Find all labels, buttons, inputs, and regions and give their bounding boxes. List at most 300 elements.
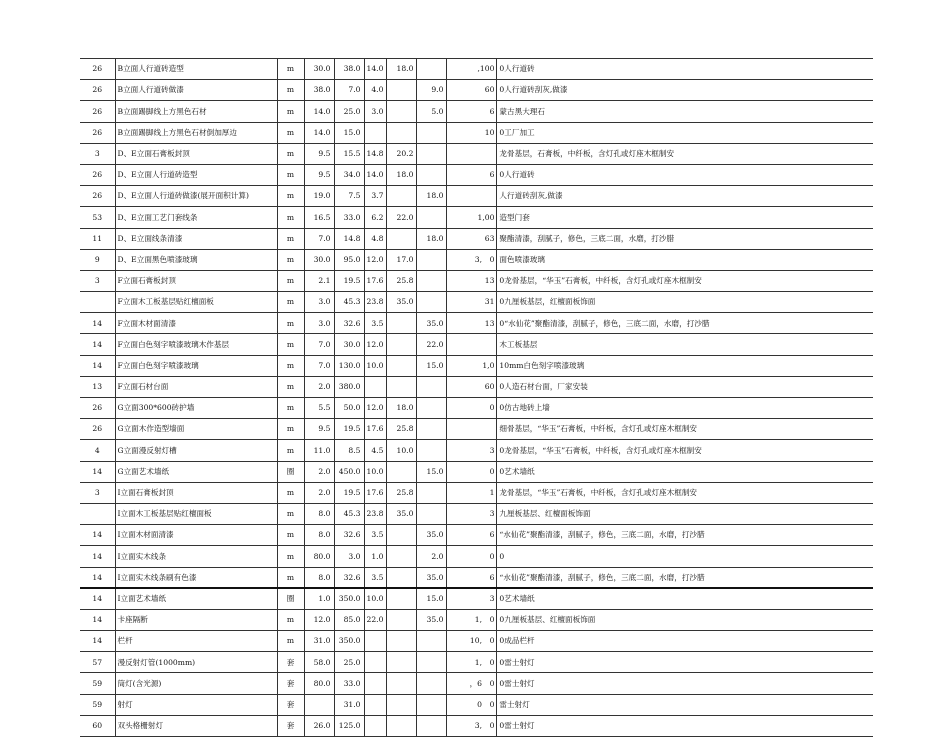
table-cell: 0 0 [447,694,497,715]
table-cell: 3.0 [304,313,334,334]
table-cell: m [277,228,304,249]
table-cell: 3.0 [364,101,387,122]
table-cell: 套 [277,652,304,673]
table-cell: 26 [80,419,115,440]
table-cell [387,631,417,652]
table-cell [387,652,417,673]
table-cell: 8.0 [304,567,334,588]
table-row [80,292,873,313]
table-cell: 25.0 [334,101,364,122]
table-row [80,482,873,503]
table-cell: G立面木作造型墙面 [115,419,277,440]
table-cell: 0 [447,546,497,567]
table-cell: 25.8 [387,419,417,440]
table-cell: 32.6 [334,313,364,334]
table-cell: 17.6 [364,482,387,503]
table-cell: m [277,164,304,185]
table-cell: 13 [80,376,115,397]
table-cell: G立面漫反射灯槽 [115,440,277,461]
table-cell: 圈 [277,588,304,609]
table-cell: 85.0 [334,609,364,630]
table-cell: 35.0 [417,609,447,630]
table-cell: D、E立面工艺门套线条 [115,207,277,228]
table-cell: 0九厘板基层、红檀面板饰面 [497,609,873,630]
table-row [80,567,873,588]
table-cell: 13 [447,313,497,334]
table-cell [417,631,447,652]
table-cell: 26 [80,398,115,419]
table-row [80,228,873,249]
table-row [80,588,873,609]
table-cell: m [277,631,304,652]
table-cell: m [277,546,304,567]
table-cell: 32.6 [334,525,364,546]
table-cell: 圈 [277,461,304,482]
table-cell [387,334,417,355]
table-cell: 1,00 [447,207,497,228]
table-cell: 26 [80,164,115,185]
table-cell: B立面人行道砖造型 [115,59,277,80]
table-cell: 7.5 [334,186,364,207]
table-cell: 1 [447,482,497,503]
table-cell: 14 [80,546,115,567]
table-cell: D、E立面人行道砖做漆(展开面积计算) [115,186,277,207]
table-cell: 17.0 [387,249,417,270]
table-cell [417,164,447,185]
table-row [80,546,873,567]
table-cell: 8.5 [334,440,364,461]
table-cell: 35.0 [387,292,417,313]
table-cell [387,567,417,588]
table-cell: 19.0 [304,186,334,207]
table-cell: 33.0 [334,207,364,228]
table-cell: 0艺术墙纸 [497,588,873,609]
table-cell: I立面实木线条 [115,546,277,567]
table-cell: D、E立面黑色喷漆玻璃 [115,249,277,270]
table-row [80,673,873,694]
table-cell: 16.5 [304,207,334,228]
table-cell: 细骨基层，“华玉”石膏板，中纤板，含灯孔或灯座木框制安 [497,419,873,440]
table-cell [417,715,447,736]
table-cell: 31.0 [334,694,364,715]
table-cell: 10.0 [387,440,417,461]
table-cell: 30.0 [304,59,334,80]
table-cell: 8.0 [304,525,334,546]
table-cell: 0艺术墙纸 [497,461,873,482]
table-cell [364,694,387,715]
table-cell: 30.0 [334,334,364,355]
table-cell: 射灯 [115,694,277,715]
table-cell: 9.0 [417,80,447,101]
table-cell: 38.0 [304,80,334,101]
table-cell: m [277,376,304,397]
table-cell: m [277,440,304,461]
table-cell: 7.0 [304,355,334,376]
table-cell: 6 [447,567,497,588]
table-cell: 6 [447,101,497,122]
table-cell: 12.0 [364,398,387,419]
table-cell: 14.0 [304,122,334,143]
table-cell: 0人行道砖 [497,164,873,185]
table-cell [417,673,447,694]
table-cell [387,546,417,567]
table-cell: 80.0 [304,546,334,567]
table-cell: B立面人行道砖做漆 [115,80,277,101]
table-cell: 12.0 [364,249,387,270]
table-cell: 7.0 [304,334,334,355]
table-cell: G立面艺术墙纸 [115,461,277,482]
table-cell: 14 [80,334,115,355]
table-cell [417,652,447,673]
table-cell: m [277,609,304,630]
table-cell [417,122,447,143]
table-cell [417,503,447,524]
table-cell: 450.0 [334,461,364,482]
table-cell: G立面300*600砖护墙 [115,398,277,419]
table-cell: 10, 0 [447,631,497,652]
table-cell: 26.0 [304,715,334,736]
table-row [80,80,873,101]
table-cell: 23.8 [364,503,387,524]
quote-table [80,58,873,737]
table-cell: m [277,207,304,228]
table-cell: 35.0 [417,525,447,546]
table-row [80,186,873,207]
table-cell: 0龙骨基层，“华玉”石膏板，中纤板，含灯孔或灯座木框制安 [497,440,873,461]
table-cell: 0“水仙花”聚酯清漆，刮腻子，修色，三底二面，水磨，打沙腊 [497,313,873,334]
table-cell: 3.0 [304,292,334,313]
table-cell: 栏杆 [115,631,277,652]
table-cell: F立面白色刻字喷漆玻璃木作基层 [115,334,277,355]
table-cell: 10 [447,122,497,143]
table-cell: 3 [447,588,497,609]
table-cell [417,376,447,397]
table-cell: 22.0 [364,609,387,630]
table-cell: m [277,270,304,291]
table-cell: 35.0 [417,313,447,334]
table-cell [387,376,417,397]
table-cell: 19.5 [334,419,364,440]
table-cell: 9 [80,249,115,270]
table-row [80,101,873,122]
table-cell: 59 [80,673,115,694]
table-cell: 14 [80,313,115,334]
table-cell: 1, 0 [447,609,497,630]
table-cell: 0 [447,461,497,482]
table-cell: 3 [80,143,115,164]
table-cell [447,419,497,440]
table-cell: 31 [447,292,497,313]
table-cell: 3.7 [364,186,387,207]
table-cell: F立面木工板基层贴红檀面板 [115,292,277,313]
table-cell: 14.8 [364,143,387,164]
table-cell: 9.5 [304,419,334,440]
table-cell [417,292,447,313]
table-row [80,715,873,736]
table-cell: 人行道砖刮灰,做漆 [497,186,873,207]
table-cell: F立面石材台面 [115,376,277,397]
table-cell: 18.0 [387,398,417,419]
table-cell: 45.3 [334,503,364,524]
table-cell [364,715,387,736]
table-cell: I立面艺术墙纸 [115,588,277,609]
table-cell: 11.0 [304,440,334,461]
table-cell: m [277,80,304,101]
table-cell: I立面实木线条刷有色漆 [115,567,277,588]
table-cell: 4.5 [364,440,387,461]
table-cell [387,694,417,715]
table-cell: D、E立面人行道砖造型 [115,164,277,185]
table-cell: 0龙骨基层，“华玉”石膏板，中纤板，含灯孔或灯座木框制安 [497,270,873,291]
table-cell: 25.0 [334,652,364,673]
table-row [80,525,873,546]
table-cell: 15.0 [334,122,364,143]
table-cell: 0人行道砖刮灰,做漆 [497,80,873,101]
table-cell [387,461,417,482]
table-cell: 17.6 [364,270,387,291]
table-cell: 2.0 [417,546,447,567]
table-cell: 2.0 [304,376,334,397]
table-cell: 26 [80,122,115,143]
table-cell: 0雷士射灯 [497,673,873,694]
table-cell [387,313,417,334]
table-cell: 6.2 [364,207,387,228]
table-cell: 35.0 [387,503,417,524]
table-cell: 14.0 [364,164,387,185]
table-cell: 26 [80,59,115,80]
table-cell: 10mm白色刻字喷漆玻璃 [497,355,873,376]
table-cell: 3.5 [364,567,387,588]
table-cell: 3 [80,270,115,291]
table-cell: 35.0 [417,567,447,588]
table-cell: 2.1 [304,270,334,291]
table-cell: 59 [80,694,115,715]
table-cell: “水仙花”聚酯清漆，刮腻子，修色，三底二面，水磨，打沙腊 [497,567,873,588]
table-cell [417,694,447,715]
table-cell: 32.6 [334,567,364,588]
table-cell: m [277,122,304,143]
table-cell: 0成品栏杆 [497,631,873,652]
table-cell: 面色喷漆玻璃 [497,249,873,270]
table-cell: 63 [447,228,497,249]
table-cell: 14 [80,355,115,376]
table-cell: m [277,503,304,524]
table-cell: 7.0 [334,80,364,101]
table-cell: 龙骨基层，“华玉”石膏板，中纤板，含灯孔或灯座木框制安 [497,482,873,503]
table-cell [387,122,417,143]
table-cell: 0 [497,546,873,567]
table-cell: 57 [80,652,115,673]
table-row [80,164,873,185]
table-cell: 3 [447,503,497,524]
table-cell [387,609,417,630]
table-row [80,631,873,652]
table-cell [417,398,447,419]
table-cell: 20.2 [387,143,417,164]
table-cell: m [277,249,304,270]
table-cell: ，6 0 [447,673,497,694]
table-cell: m [277,313,304,334]
table-cell: 1,0 [447,355,497,376]
table-cell: 18.0 [417,186,447,207]
table-cell: 3.5 [364,313,387,334]
table-cell [387,525,417,546]
table-cell [387,186,417,207]
table-cell: 26 [80,186,115,207]
table-cell: 13 [447,270,497,291]
table-cell: ,100 [447,59,497,80]
table-cell [80,503,115,524]
table-cell: 2.0 [304,482,334,503]
table-row [80,270,873,291]
table-cell [364,673,387,694]
table-cell: F立面白色刻字喷漆玻璃 [115,355,277,376]
table-cell: 17.6 [364,419,387,440]
table-cell: 7.0 [304,228,334,249]
table-cell: 15.0 [417,355,447,376]
table-cell: 4.8 [364,228,387,249]
table-row [80,419,873,440]
table-cell [387,673,417,694]
table-row [80,355,873,376]
table-cell: 22.0 [417,334,447,355]
table-cell: 10.0 [364,588,387,609]
table-cell: m [277,143,304,164]
table-cell: 0雷士射灯 [497,715,873,736]
table-cell: m [277,186,304,207]
table-cell: 1.0 [304,588,334,609]
table-cell: 11 [80,228,115,249]
table-cell [417,59,447,80]
table-cell: 0 [447,398,497,419]
table-cell: 套 [277,694,304,715]
table-cell: 4.0 [364,80,387,101]
table-cell: 34.0 [334,164,364,185]
table-cell [417,207,447,228]
table-row [80,207,873,228]
table-cell: 0雷士射灯 [497,652,873,673]
table-cell: I立面石膏板封顶 [115,482,277,503]
table-cell: 45.3 [334,292,364,313]
table-cell: m [277,419,304,440]
table-cell: 14 [80,567,115,588]
table-cell: 9.5 [304,164,334,185]
table-cell: 6 [447,525,497,546]
table-cell: 350.0 [334,588,364,609]
table-cell: 95.0 [334,249,364,270]
table-cell [447,334,497,355]
table-cell: 3, 0 [447,249,497,270]
table-cell: m [277,355,304,376]
table-cell: 19.5 [334,270,364,291]
table-cell: 60 [447,80,497,101]
table-cell: 15.5 [334,143,364,164]
table-cell: 聚酯清漆，刮腻子，修色，三底二面，水磨，打沙腊 [497,228,873,249]
table-cell: 双头格栅射灯 [115,715,277,736]
table-row [80,59,873,80]
table-cell: B立面踢脚线上方黑色石材倒加厚边 [115,122,277,143]
table-body [80,59,873,737]
table-cell: 14.0 [364,59,387,80]
table-cell: 80.0 [304,673,334,694]
table-cell: 10.0 [364,355,387,376]
table-cell [417,270,447,291]
table-cell: 25.8 [387,482,417,503]
table-cell: 125.0 [334,715,364,736]
table-cell [387,715,417,736]
table-cell: m [277,101,304,122]
table-cell: 造型门套 [497,207,873,228]
table-cell: D、E立面线条清漆 [115,228,277,249]
table-row [80,609,873,630]
table-cell: 雷士射灯 [497,694,873,715]
table-cell: 5.0 [417,101,447,122]
table-cell: 18.0 [417,228,447,249]
table-row [80,122,873,143]
table-cell: 1.0 [364,546,387,567]
table-cell: 14 [80,525,115,546]
table-cell: 130.0 [334,355,364,376]
table-cell: 26 [80,101,115,122]
table-cell [364,376,387,397]
table-cell: 6 [447,164,497,185]
table-cell: F立面木材面清漆 [115,313,277,334]
table-cell: 8.0 [304,503,334,524]
table-cell: 12.0 [364,334,387,355]
table-cell [417,440,447,461]
table-cell [364,631,387,652]
table-cell [387,80,417,101]
table-cell: 套 [277,673,304,694]
table-row [80,143,873,164]
table-cell: 筒灯(含光源) [115,673,277,694]
table-cell: m [277,525,304,546]
table-cell [417,482,447,503]
table-cell: 3 [80,482,115,503]
table-cell: 3.5 [364,525,387,546]
table-cell: 19.5 [334,482,364,503]
table-cell: 卡座隔断 [115,609,277,630]
table-cell [387,588,417,609]
table-cell: 22.0 [387,207,417,228]
table-cell: 30.0 [304,249,334,270]
table-row [80,503,873,524]
table-cell: 九厘板基层、红檀面板饰面 [497,503,873,524]
table-cell: D、E立面石膏板封顶 [115,143,277,164]
table-cell: 18.0 [387,164,417,185]
table-row [80,376,873,397]
table-row [80,398,873,419]
table-cell: 2.0 [304,461,334,482]
table-cell: 26 [80,80,115,101]
table-cell: 12.0 [304,609,334,630]
table-cell: 14.8 [334,228,364,249]
table-row [80,334,873,355]
table-cell: 50.0 [334,398,364,419]
table-cell: “水仙花”聚酯清漆，刮腻子，修色，三底二面，水磨，打沙腊 [497,525,873,546]
table-cell: 0人行道砖 [497,59,873,80]
table-cell: 31.0 [304,631,334,652]
table-cell: F立面石膏板封顶 [115,270,277,291]
table-row [80,440,873,461]
table-row [80,652,873,673]
table-cell [387,101,417,122]
table-cell: 60 [80,715,115,736]
table-cell: 3.0 [334,546,364,567]
table-cell: m [277,567,304,588]
table-cell: 3, 0 [447,715,497,736]
table-cell [364,122,387,143]
